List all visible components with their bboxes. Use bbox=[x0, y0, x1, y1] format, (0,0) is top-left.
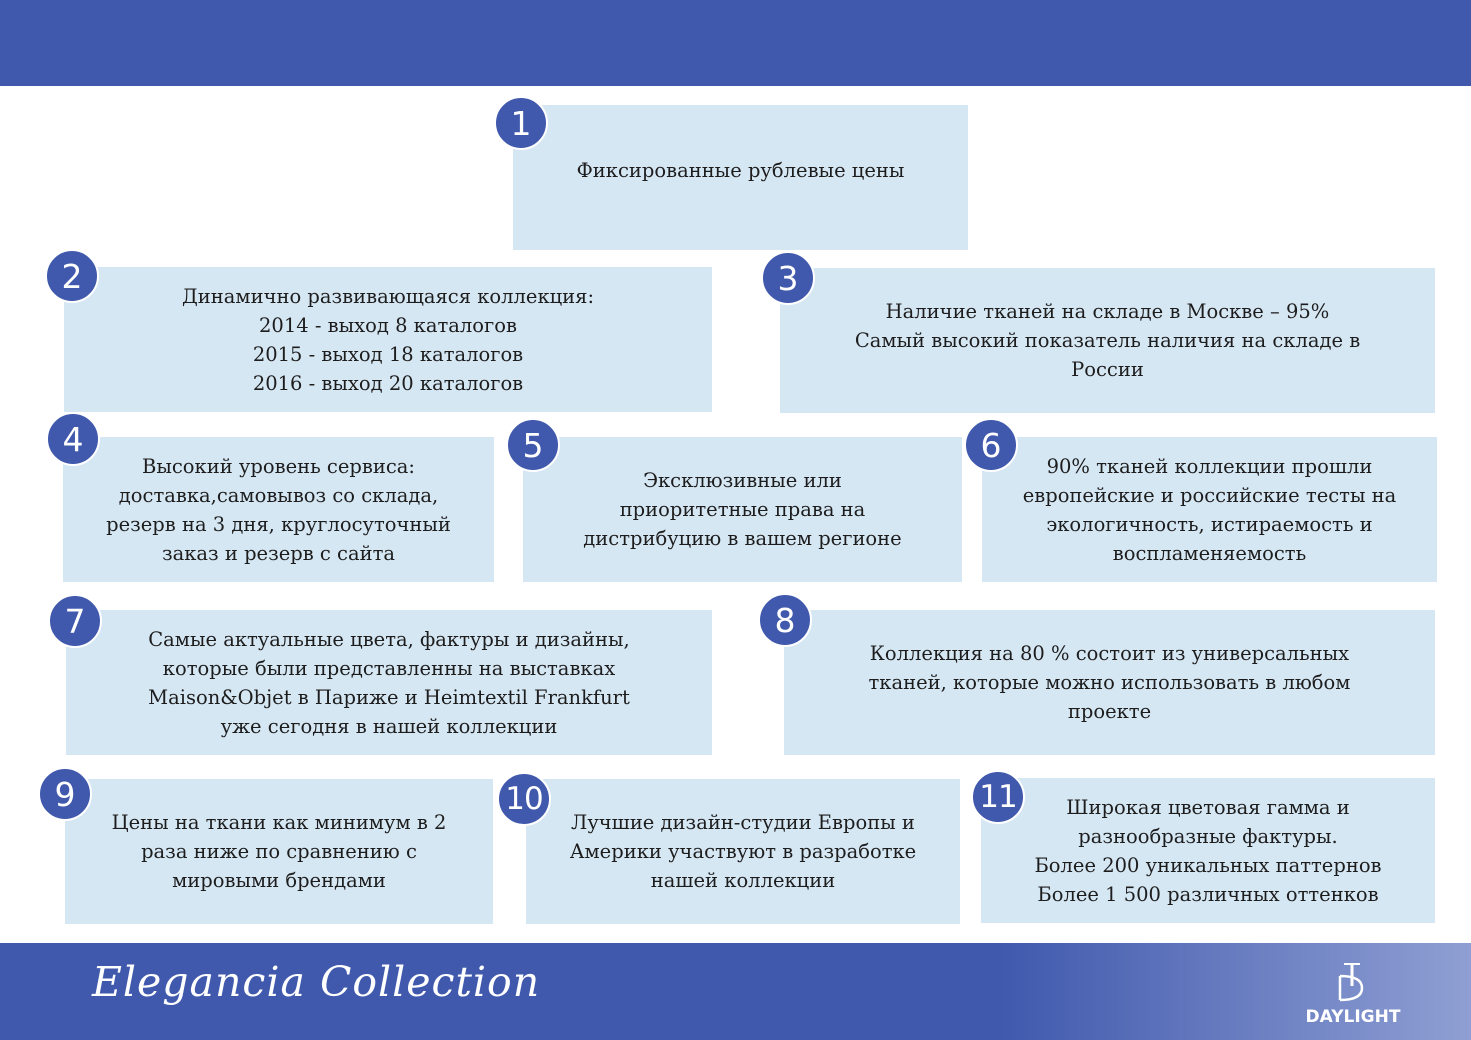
feature-number-1: 1 bbox=[494, 96, 548, 150]
logo-text: DAYLIGHT bbox=[1305, 1007, 1401, 1027]
feature-card-4 bbox=[63, 437, 494, 582]
feature-card-3 bbox=[780, 268, 1435, 413]
feature-card-5 bbox=[523, 437, 962, 582]
feature-text-3: Наличие тканей на складе в Москве – 95% Самый высокий показатель наличия на складе в России bbox=[854, 300, 1361, 381]
feature-text-8: Коллекция на 80 % состоит из универсальных тканей, которые можно использовать в любом проекте bbox=[868, 642, 1351, 723]
feature-number-7: 7 bbox=[48, 594, 102, 648]
feature-card-10 bbox=[526, 779, 960, 924]
feature-number-8: 8 bbox=[758, 593, 812, 647]
feature-card-9 bbox=[65, 779, 493, 924]
feature-number-9: 9 bbox=[38, 767, 92, 821]
feature-text-9: Цены на ткани как минимум в 2 раза ниже по сравнению с мировыми брендами bbox=[111, 811, 447, 892]
brand-name: Elegancia Collection bbox=[92, 958, 541, 1006]
feature-number-6: 6 bbox=[964, 418, 1018, 472]
feature-number-11: 11 bbox=[971, 770, 1025, 824]
feature-card-6 bbox=[982, 437, 1437, 582]
feature-text-10: Лучшие дизайн-студии Европы и Америки участвуют в разработке нашей коллекции bbox=[569, 811, 917, 892]
header-bar bbox=[0, 0, 1471, 86]
feature-number-4: 4 bbox=[46, 412, 100, 466]
feature-text-5: Эксклюзивные или приоритетные права на дистрибуцию в вашем регионе bbox=[583, 469, 902, 550]
feature-text-6: 90% тканей коллекции прошли европейские и российские тесты на экологичность, истираемость и воспламеняемость bbox=[1022, 454, 1397, 565]
feature-card-1 bbox=[513, 105, 968, 250]
feature-text-11: Широкая цветовая гамма и разнообразные фактуры. Более 200 уникальных паттернов Более 1 500 различных оттенков bbox=[1034, 795, 1382, 906]
feature-text-1: Фиксированные рублевые цены bbox=[576, 159, 905, 182]
feature-card-11 bbox=[981, 778, 1435, 923]
feature-card-7 bbox=[66, 610, 712, 755]
feature-text-2: Динамично развивающаяся коллекция: 2014 - выход 8 каталогов 2015 - выход 18 каталогов 2016 - выход 20 каталогов bbox=[181, 284, 595, 395]
feature-text-4: Высокий уровень сервиса: доставка,самовывоз со склада, резерв на 3 дня, круглосуточный заказ и резерв с сайта bbox=[106, 454, 451, 565]
feature-number-2: 2 bbox=[45, 249, 99, 303]
feature-card-8 bbox=[784, 610, 1435, 755]
feature-number-5: 5 bbox=[506, 418, 560, 472]
feature-card-2 bbox=[64, 267, 712, 412]
feature-number-10: 10 bbox=[497, 772, 551, 826]
feature-text-7: Самые актуальные цвета, фактуры и дизайны, которые были представленны на выставках Maison&Objet в Париже и Heimtextil Frankfurt уже сегодня в нашей коллекции bbox=[148, 627, 630, 738]
feature-number-3: 3 bbox=[761, 251, 815, 305]
